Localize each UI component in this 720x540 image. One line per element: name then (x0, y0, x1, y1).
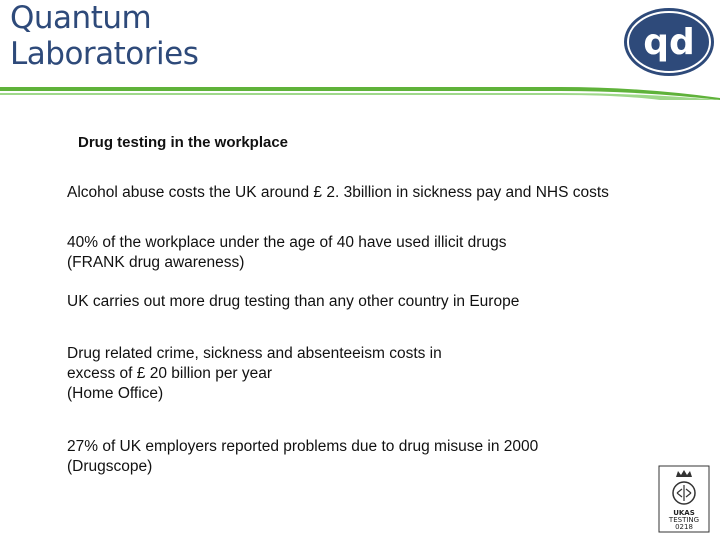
header-divider (0, 84, 720, 100)
bullet-illicit-drugs: 40% of the workplace under the age of 40 have used illicit drugs (FRANK drug awareness) (67, 234, 507, 271)
bullet-crime-costs: Drug related crime, sickness and absenteeism costs in excess of £ 20 billion per year (Home Office) (67, 345, 442, 402)
slide-title: Drug testing in the workplace (78, 134, 289, 151)
ukas-accreditation-logo (658, 465, 710, 533)
logo-line-quantum: Quantum (10, 0, 152, 36)
bullet-alcohol-costs: Alcohol abuse costs the UK around £ 2. 3billion in sickness pay and NHS costs (67, 184, 609, 201)
bullet-employer-problems: 27% of UK employers reported problems due to drug misuse in 2000 (Drugscope) (67, 438, 539, 475)
logo-line-laboratories: Laboratories (10, 36, 199, 72)
ukas-sublabel: TESTING (668, 516, 700, 524)
qd-logo-icon (622, 6, 716, 78)
ukas-number: 0218 (675, 523, 693, 531)
ukas-label: UKAS (673, 509, 695, 517)
company-logo-text (10, 0, 198, 72)
bullet-uk-testing: UK carries out more drug testing than any other country in Europe (67, 293, 520, 310)
qd-logo-text: qd (643, 22, 695, 63)
